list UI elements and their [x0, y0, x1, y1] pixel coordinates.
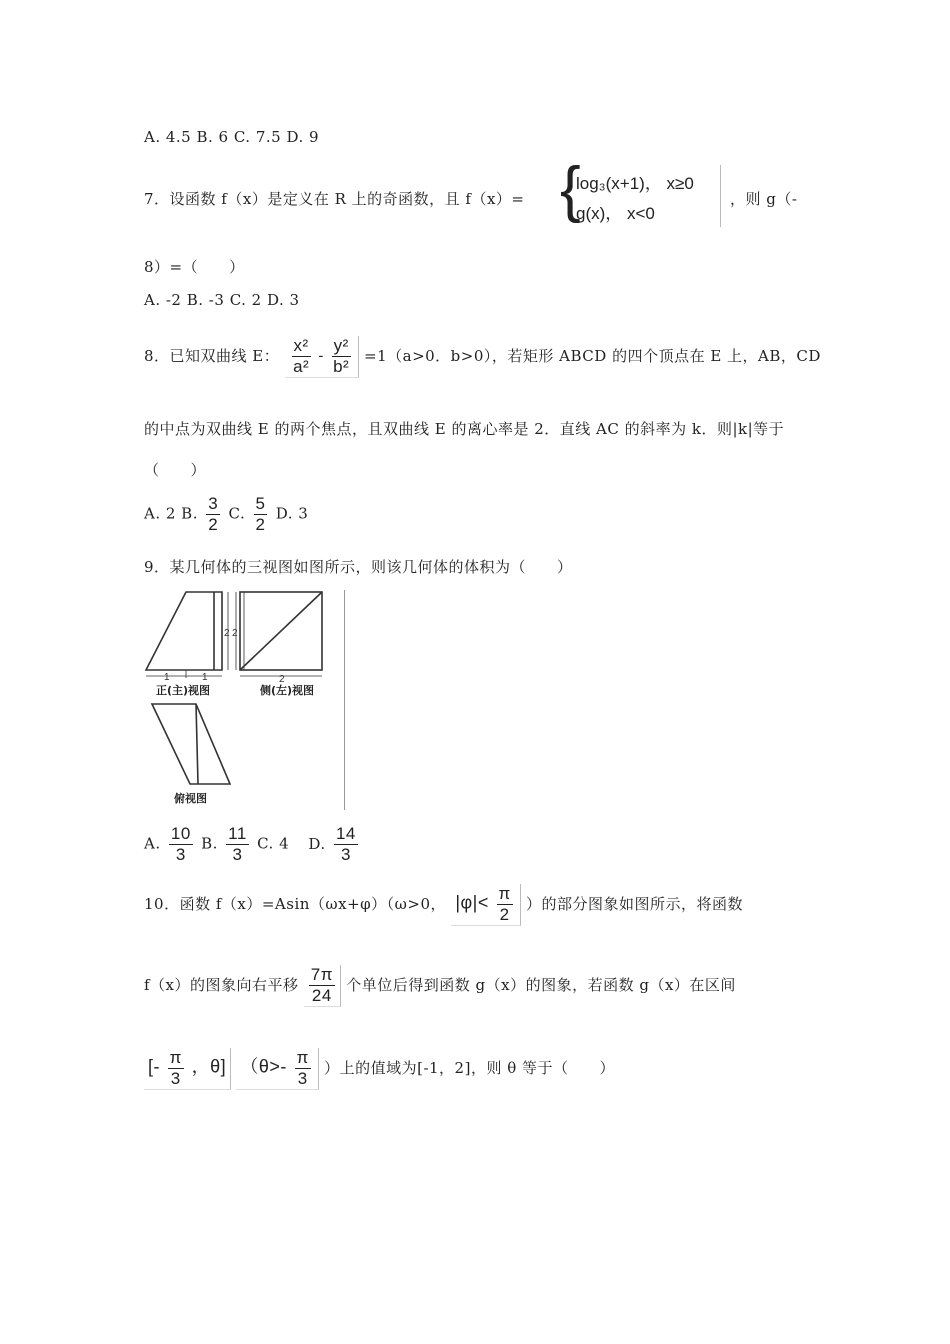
front-view-label: 正(主)视图 [156, 684, 211, 697]
q8-line-2: 的中点为双曲线 E 的两个焦点，且双曲线 E 的离心率是 2．直线 AC 的斜率为 k．则|k|等于 [144, 420, 785, 438]
option-c: C. [228, 504, 246, 523]
seven-pi-over-24 [309, 965, 335, 1006]
option-c: C. 4 [257, 834, 290, 853]
q10-line-3-suffix: ）上的值域为[-1，2]，则 θ 等于（ ） [324, 1059, 616, 1077]
q9-options [144, 824, 361, 865]
denominator: 24 [311, 986, 332, 1005]
numerator: π [296, 1048, 309, 1067]
theta-greater: （θ>- [240, 1056, 287, 1077]
q7-suffix: ，则 g（- [730, 190, 798, 208]
q8-suffix: =1（a>0．b>0），若矩形 ABCD 的四个顶点在 E 上，AB，CD [364, 347, 821, 365]
option-c-fraction [254, 494, 268, 535]
q7-piece-1: log₃(x+1)， x≥0 [576, 174, 694, 193]
numerator: 5 [255, 494, 266, 513]
option-b-fraction [206, 494, 220, 535]
q7-options: A. -2 B. -3 C. 2 D. 3 [144, 291, 300, 309]
pi-over-3 [168, 1048, 184, 1089]
option-d-fraction [334, 824, 358, 865]
fraction-y2-b2 [332, 336, 351, 377]
dim-2c: 2 [279, 674, 285, 685]
top-view-shape [152, 704, 230, 784]
q8-line-3: （ ） [144, 461, 207, 479]
dim-2a: 2 [224, 628, 230, 639]
q8-prefix: 8．已知双曲线 E： [144, 347, 280, 365]
option-b: B. [201, 834, 218, 853]
phi-condition [451, 884, 520, 926]
q8-hyperbola-equation [285, 336, 359, 378]
numerator: 14 [335, 824, 356, 843]
left-brace: { [560, 155, 581, 224]
option-a: A. [144, 834, 161, 853]
dim-2b: 2 [232, 628, 238, 639]
option-a-fraction [169, 824, 193, 865]
q8-options [144, 494, 308, 535]
q6-options: A. 4.5 B. 6 C. 7.5 D. 9 [144, 128, 320, 146]
denominator: 2 [499, 905, 510, 924]
denominator: 3 [297, 1069, 308, 1088]
option-d: D. [308, 834, 326, 853]
pi-over-3-b [295, 1048, 311, 1089]
numerator: 11 [228, 824, 247, 843]
q7-piecewise-function [560, 155, 721, 227]
q10-line-3 [144, 1048, 615, 1090]
q10-line-2 [144, 965, 736, 1007]
denominator: 2 [208, 515, 219, 534]
q10-line-2-suffix: 个单位后得到函数 g（x）的图象，若函数 g（x）在区间 [346, 976, 736, 994]
dim-1b: 1 [202, 672, 208, 683]
q10-line-1-suffix: ）的部分图象如图所示，将函数 [526, 895, 744, 913]
side-view-label: 侧(左)视图 [260, 684, 315, 697]
q7-stem [144, 188, 525, 209]
minus-sign: - [318, 347, 324, 365]
denominator: 3 [175, 845, 186, 864]
q10-line-1 [144, 884, 743, 926]
numerator: x² [293, 336, 309, 355]
shift-amount [304, 965, 341, 1007]
q7-prefix: 7．设函数 f（x）是定义在 R 上的奇函数，且 f（x）= [144, 190, 525, 208]
numerator: π [169, 1048, 182, 1067]
side-view-diagonal [240, 592, 322, 670]
phi-abs: |φ|< [455, 892, 489, 913]
denominator: b² [333, 357, 350, 376]
theta-condition [236, 1048, 318, 1090]
top-view-inner-line [196, 704, 198, 784]
denominator: 3 [340, 845, 351, 864]
numerator: 10 [170, 824, 191, 843]
interval-open: [- [148, 1056, 160, 1077]
denominator: a² [293, 357, 310, 376]
front-view-shape [146, 592, 222, 670]
denominator: 3 [232, 845, 243, 864]
dim-1a: 1 [164, 672, 170, 683]
q8-stem [144, 336, 821, 378]
option-b-fraction [226, 824, 249, 865]
three-view-figure [144, 590, 345, 810]
q10-line-2-prefix: f（x）的图象向右平移 [144, 976, 299, 994]
three-view-drawing [144, 590, 344, 810]
top-view-label: 俯视图 [174, 792, 207, 805]
q7-continuation: 8）=（ ） [144, 258, 245, 276]
fraction-x2-a2 [292, 336, 311, 377]
numerator: 7π [310, 965, 333, 984]
denominator: 2 [255, 515, 266, 534]
numerator: π [498, 884, 511, 903]
numerator: y² [333, 336, 349, 355]
interval [144, 1048, 231, 1090]
q9-stem: 9．某几何体的三视图如图所示，则该几何体的体积为（ ） [144, 558, 573, 576]
q10-prefix: 10．函数 f（x）=Asin（ωx+φ）（ω>0， [144, 895, 447, 913]
option-d: D. 3 [275, 504, 309, 523]
q7-piece-2: g(x)， x<0 [576, 204, 655, 223]
numerator: 3 [208, 494, 219, 513]
denominator: 3 [170, 1069, 181, 1088]
pi-over-2 [497, 884, 513, 925]
option-a: A. 2 B. [144, 504, 198, 523]
interval-theta: ，θ] [191, 1056, 227, 1077]
